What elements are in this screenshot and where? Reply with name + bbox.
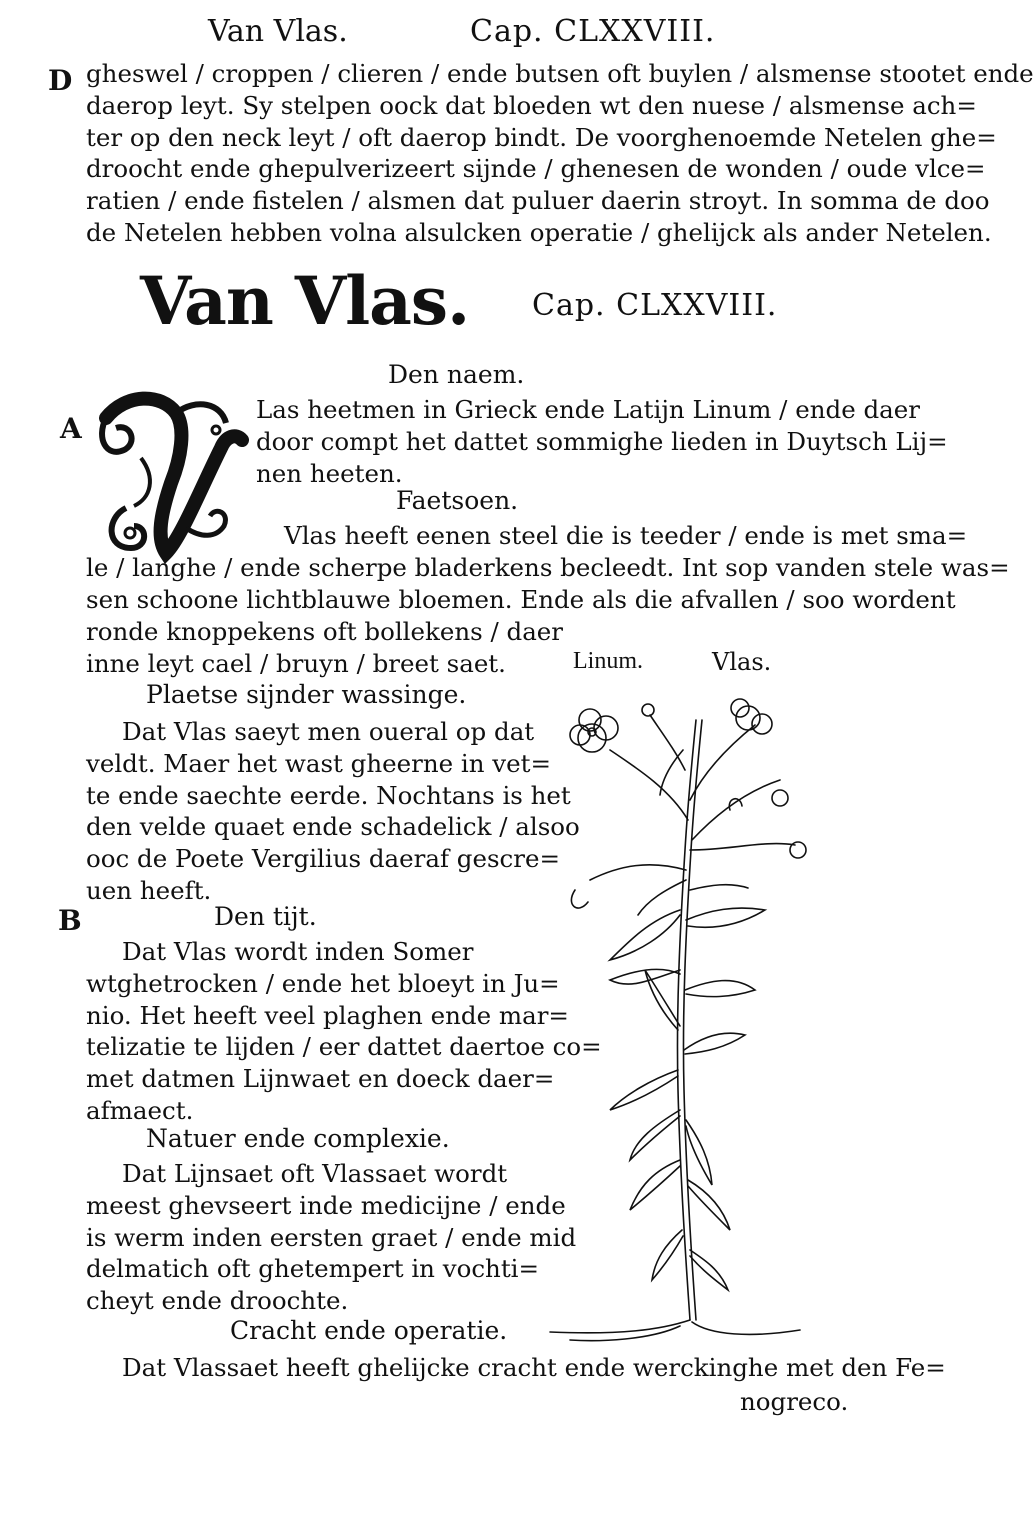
text-line: gheswel / croppen / clieren / ende butsen oft buylen / alsmense stootet ende [86, 59, 1034, 88]
running-head-chapter: Cap. CLXXVIII. [470, 14, 716, 49]
paragraph-den-naem [256, 394, 948, 489]
paragraph-plaetse [86, 716, 580, 907]
text-line: ratien / ende fistelen / alsmen dat puluer daerin stroyt. In somma de doo [86, 186, 990, 216]
text-line: telizatie te lijden / eer dattet daertoe co= [86, 1032, 602, 1062]
paragraph-natuer [86, 1158, 577, 1317]
text-line: is werm inden eersten graet / ende mid [86, 1222, 577, 1252]
text-line: droocht ende ghepulverizeert sijnde / ghenesen de wonden / oude vlce= [86, 154, 986, 184]
text-line: wtghetrocken / ende het bloeyt in Ju= [86, 968, 560, 998]
heading-plaetse: Plaetse sijnder wassinge. [146, 680, 467, 709]
paragraph-den-tijt [86, 936, 602, 1127]
text-line: Dat Lijnsaet oft Vlassaet wordt [122, 1159, 508, 1188]
heading-natuer: Natuer ende complexie. [146, 1124, 450, 1153]
text-line: Vlas heeft eenen steel die is teeder / ende is met sma= [284, 521, 968, 550]
heading-den-naem: Den naem. [388, 360, 525, 389]
text-line: le / langhe / ende scherpe bladerkens becleedt. Int sop vanden stele was= [86, 553, 1010, 582]
text-line: nogreco. [740, 1387, 849, 1416]
prev-chapter-paragraph [86, 58, 1034, 249]
heading-den-tijt: Den tijt. [214, 902, 317, 931]
text-line: ooc de Poete Vergilius daeraf gescre= [86, 844, 561, 874]
chapter-number: Cap. CLXXVIII. [532, 288, 778, 323]
heading-faetsoen: Faetsoen. [396, 486, 519, 515]
figure-label-latin: Linum. [573, 648, 643, 674]
text-line: Las heetmen in Grieck ende Latijn Linum / ende daer [256, 395, 920, 424]
margin-letter-d: D [48, 64, 73, 97]
decorated-initial-v-icon [86, 388, 246, 568]
figure-label-dutch: Vlas. [712, 648, 772, 676]
text-line: uen heeft. [86, 875, 212, 905]
text-line: de Netelen hebben volna alsulcken operatie / ghelijck als ander Netelen. [86, 217, 992, 247]
text-line: nen heeten. [256, 458, 403, 488]
text-line: ronde knoppekens oft bollekens / daer [86, 617, 564, 646]
flax-plant-icon [530, 690, 860, 1350]
text-line: delmatich oft ghetempert in vochti= [86, 1254, 540, 1284]
text-line: Dat Vlassaet heeft ghelijcke cracht ende werckinghe met den Fe= [122, 1353, 946, 1382]
flax-plant-illustration [530, 690, 860, 1350]
text-line: met datmen Lijnwaet en doeck daer= [86, 1064, 555, 1094]
margin-letter-a: A [60, 412, 82, 445]
paragraph-faetsoen-first [284, 520, 968, 552]
text-line: inne leyt cael / bruyn / breet saet. [86, 648, 506, 678]
paragraph-cracht [122, 1352, 946, 1384]
chapter-title: Van Vlas. [140, 262, 470, 340]
text-line: afmaect. [86, 1095, 194, 1125]
text-line: te ende saechte eerde. Nochtans is het [86, 780, 571, 810]
text-line: Dat Vlas saeyt men oueral op dat [122, 717, 535, 746]
text-line: door compt het dattet sommighe lieden in Duytsch Lij= [256, 426, 948, 456]
heading-cracht: Cracht ende operatie. [230, 1316, 508, 1345]
margin-letter-b: B [58, 904, 82, 937]
paragraph-faetsoen-column [86, 616, 564, 680]
text-line: sen schoone lichtblauwe bloemen. Ende als die afvallen / soo wordent [86, 584, 956, 614]
running-head-title: Van Vlas. [208, 14, 348, 49]
decorated-initial [86, 388, 246, 568]
paragraph-cracht-end [740, 1386, 860, 1418]
text-line: daerop leyt. Sy stelpen oock dat bloeden wt den nuese / alsmense ach= [86, 90, 977, 120]
text-line: nio. Het heeft veel plaghen ende mar= [86, 1000, 569, 1030]
paragraph-faetsoen-full [86, 552, 1010, 616]
text-line: cheyt ende droochte. [86, 1286, 349, 1316]
text-line: den velde quaet ende schadelick / alsoo [86, 812, 580, 842]
text-line: meest ghevseert inde medicijne / ende [86, 1190, 566, 1220]
text-line: veldt. Maer het wast gheerne in vet= [86, 748, 552, 778]
text-line: Dat Vlas wordt inden Somer [122, 937, 474, 966]
running-head [0, 14, 900, 54]
text-line: ter op den neck leyt / oft daerop bindt. De voorghenoemde Netelen ghe= [86, 122, 997, 152]
